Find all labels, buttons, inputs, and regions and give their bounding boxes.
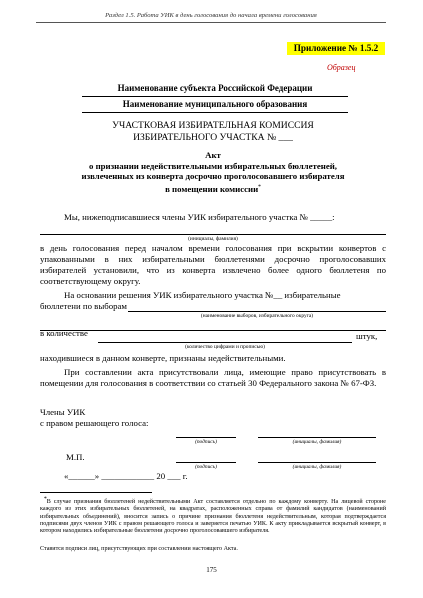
members-names-line [40,234,386,235]
commission-heading [60,120,366,144]
act-title-line3-text: в помещении комиссии [165,183,259,194]
pcs-label: штук, [356,331,378,341]
footnote-1 [40,496,386,536]
footnote-mark: * [258,183,261,190]
members-label-line2: с правом решающего голоса: [40,418,149,428]
quantity-line [98,342,352,343]
municipal-underline [82,112,348,113]
footnote-1-text: В случае признания бюллетеней недействительными Акт составляется отдельно по каждому конверту. На лицевой стороне каждого из этих избирательных бюллетеней, на квадратах, расположенных справа от фамилий кандидатов (наименований избирательных объединений), вносится запись о причине признания бюллетеня недействительным, которая подтверждается подписями двух членов УИК с правом решающего голоса и заверяется печатью УИК. К акту прикладывается вскрытый конверт, в котором находились избирательные бюллетени досрочно проголосовавшего избирателя. [40,499,386,535]
caption-initials-2: (инициалы, фамилия) [292,464,342,470]
initials-line-1 [258,437,376,438]
members-intro: Мы, нижеподписавшиеся члены УИК избирательного участка № _____: [64,212,335,222]
initials-line-2 [258,462,376,463]
running-header: Раздел 1.5. Работа УИК в день голосования до начала времени голосования [105,12,317,19]
caption-initials-1: (инициалы, фамилия) [292,439,342,445]
act-title-line1: о признании недействительными избирательных бюллетеней, [89,160,337,171]
page-number: 175 [206,566,217,574]
paragraph-opening: в день голосования перед началом времени голосования при вскрытии конвертов с упакованными в них избирательными бюллетенями досрочно проголосовавших избирателей установили, что из конверта извлечено более одного бюллетеня по соответствующему округу. [40,243,386,286]
commission-heading-line1: УЧАСТКОВАЯ ИЗБИРАТЕЛЬНАЯ КОМИССИЯ [112,120,314,131]
paragraph-decision-line2: бюллетени по выборам [40,301,127,311]
sample-label: Образец [327,63,356,72]
footnote-1-mark: * [44,496,47,502]
caption-initials: (инициалы, фамилия) [188,236,238,242]
caption-signature-1: (подпись) [195,439,217,445]
appendix-label: Приложение № 1.5.2 [287,42,385,55]
caption-elections: (наименование выборов, избирательного округа) [200,313,314,319]
elections-line [128,311,386,312]
paragraph-decision-line1: На основании решения УИК избирательного участка №__ избирательные [64,290,341,300]
found-invalid-text: находившиеся в данном конверте, признаны недействительными. [40,353,286,363]
act-title-line3 [60,182,366,194]
act-title-line2: извлеченных из конверта досрочно проголосовавшего избирателя [81,171,345,181]
commission-heading-line2: ИЗБИРАТЕЛЬНОГО УЧАСТКА № ___ [133,132,293,143]
act-title [60,150,366,194]
stamp-label: М.П. [66,452,85,462]
subject-underline [82,96,348,97]
caption-quantity: (количество цифрами и прописью) [185,344,265,350]
members-label-line1: Члены УИК [40,407,86,417]
quantity-label: в количестве [40,328,88,338]
footnote-separator [40,492,152,493]
signature-line-1 [176,437,236,438]
municipal-name: Наименование муниципального образования [122,99,308,109]
signature-line-2 [176,462,236,463]
date-line: «______» ____________ 20 ___ г. [64,471,188,481]
elections-line-2 [40,330,386,331]
header-rule [36,22,386,23]
footnote-2: Ставится подписи лиц, присутствующих при составлении настоящего Акта. [40,546,238,552]
caption-signature-2: (подпись) [195,464,217,470]
paragraph-presence: При составлении акта присутствовали лица, имеющие право присутствовать в помещении для голосования в соответствии со статьей 30 Федерального закона № 67-ФЗ. [40,367,386,388]
act-word: Акт [205,150,221,160]
subject-name: Наименование субъекта Российской Федерации [117,83,313,93]
